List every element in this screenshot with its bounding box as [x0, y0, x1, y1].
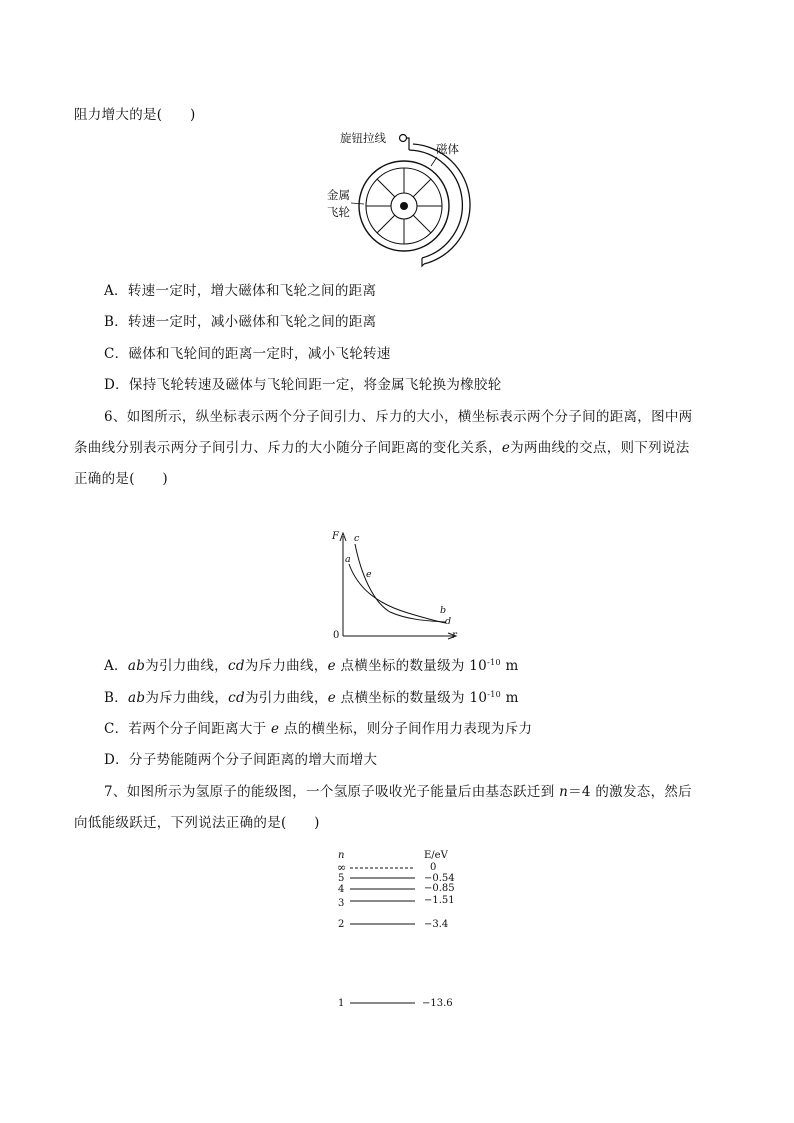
n-header: n [338, 850, 345, 861]
label-knob-wire: 旋钮拉线 [340, 131, 386, 145]
q6-stem-line2: 条曲线分别表示两分子间引力、斥力的大小随分子间距离的变化关系，e为两曲线的交点，则下列说法 [74, 440, 690, 456]
flywheel-figure [300, 126, 500, 270]
q5-option-c: C．磁体和飞轮间的距离一定时，减小飞轮转速 [104, 346, 391, 362]
level-4-n: 4 [338, 884, 345, 895]
q5-option-a: A．转速一定时，增大磁体和飞轮之间的距离 [104, 283, 377, 299]
q6-option-c: C．若两个分子间距离大于 e 点的横坐标，则分子间作用力表现为斥力 [104, 721, 533, 737]
q6-option-a: A．ab为引力曲线，cd为斥力曲线，e 点横坐标的数量级为 $10^{-10}$ m [104, 658, 519, 674]
q7-stem-line1: 7、如图所示为氢原子的能级图，一个氢原子吸收光子能量后由基态跃迁到 n＝4 的激发态，然后 [104, 784, 692, 800]
knob-circle [400, 135, 407, 142]
q5-option-b: B．转速一定时，减小磁体和飞轮之间的距离 [104, 314, 377, 330]
q6-stem-line3: 正确的是( ) [74, 471, 168, 487]
energy-level-diagram [330, 846, 470, 1016]
label-magnet: 磁体 [436, 142, 459, 156]
knob-wire [407, 138, 410, 150]
level-3-e: −1.51 [424, 895, 455, 906]
q7-stem-line2: 向低能级跃迁，下列说法正确的是( ) [74, 815, 320, 831]
level-5-e: −0.54 [424, 873, 455, 884]
level-5-n: 5 [338, 873, 345, 884]
wheel-axle [400, 202, 408, 210]
level-2-e: −3.4 [424, 919, 449, 930]
energy-header: E/eV [424, 850, 448, 861]
level-1-n: 1 [338, 998, 345, 1009]
point-e-label: e [366, 569, 372, 580]
label-wheel-2: 飞轮 [327, 205, 350, 219]
level-3-n: 3 [338, 898, 345, 909]
q6-stem-line1: 6、如图所示，纵坐标表示两个分子间引力、斥力的大小，横坐标表示两个分子间的距离，图中两 [104, 409, 693, 425]
curve-ab [349, 564, 446, 623]
curve-b-label: b [440, 605, 447, 616]
force-distance-graph [328, 524, 468, 644]
level-inf-e: 0 [430, 862, 437, 873]
q5-option-d: D．保持飞轮转速及磁体与飞轮间距一定，将金属飞轮换为橡胶轮 [104, 377, 502, 393]
y-axis-label: F [332, 531, 339, 542]
x-axis-label: r [452, 630, 457, 641]
magnet-end [422, 258, 424, 266]
level-inf-n: ∞ [337, 861, 347, 874]
curve-d-label: d [445, 616, 452, 627]
q6-option-d: D．分子势能随两个分子间距离的增大而增大 [104, 752, 378, 768]
curve-c-label: c [354, 533, 360, 544]
level-1-e: −13.6 [422, 998, 453, 1009]
curve-a-label: a [345, 554, 351, 565]
level-4-e: −0.85 [424, 883, 455, 894]
q6-option-b: B．ab为斥力曲线，cd为引力曲线，e 点横坐标的数量级为 $10^{-10}$ m [104, 690, 519, 706]
label-wheel-1: 金属 [327, 188, 350, 202]
origin-label: 0 [333, 630, 340, 641]
level-2-n: 2 [338, 919, 345, 930]
q5-stem-tail: 阻力增大的是( ) [74, 107, 196, 123]
